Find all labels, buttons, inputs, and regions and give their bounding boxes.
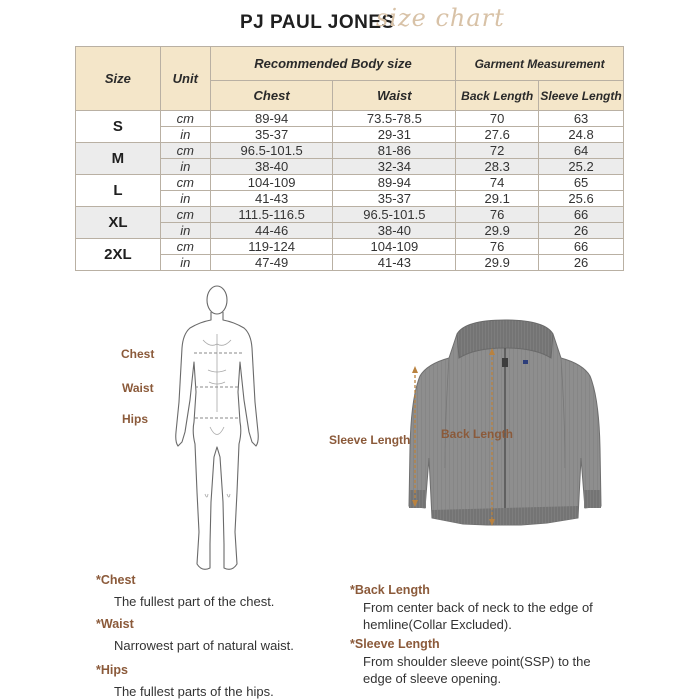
note-sleeve-length-desc-2: edge of sleeve opening.: [363, 671, 502, 686]
unit-cell: cm: [160, 175, 210, 191]
sleeve-cell: 64: [539, 143, 624, 159]
note-sleeve-length-title: *Sleeve Length: [350, 637, 440, 651]
header-waist: Waist: [333, 81, 456, 111]
waist-cell: 41-43: [333, 255, 456, 271]
note-back-length-desc-1: From center back of neck to the edge of: [363, 600, 593, 615]
back-cell: 76: [456, 239, 539, 255]
back-cell: 28.3: [456, 159, 539, 175]
back-cell: 29.9: [456, 223, 539, 239]
sleeve-cell: 25.6: [539, 191, 624, 207]
header-unit: Unit: [160, 47, 210, 111]
body-outline-figure: [170, 282, 265, 578]
cardigan-illustration: [405, 318, 605, 530]
size-label: S: [76, 111, 161, 143]
back-cell: 29.9: [456, 255, 539, 271]
chest-cell: 44-46: [210, 223, 333, 239]
header-garment-group: Garment Measurement: [456, 47, 624, 81]
unit-cell: in: [160, 159, 210, 175]
table-row: [76, 111, 624, 127]
note-waist-desc: Narrowest part of natural waist.: [114, 638, 294, 653]
header-sleeve-length: Sleeve Length: [539, 81, 624, 111]
unit-cell: in: [160, 127, 210, 143]
note-hips: [96, 662, 274, 700]
table-row: [76, 175, 624, 191]
unit-cell: cm: [160, 207, 210, 223]
sleeve-cell: 66: [539, 239, 624, 255]
sleeve-cell: 63: [539, 111, 624, 127]
note-hips-title: *Hips: [96, 663, 128, 677]
sleeve-cell: 26: [539, 255, 624, 271]
table-row: [76, 239, 624, 255]
sleeve-cell: 24.8: [539, 127, 624, 143]
unit-cell: in: [160, 255, 210, 271]
back-cell: 29.1: [456, 191, 539, 207]
header-back-length: Back Length: [456, 81, 539, 111]
sleeve-cell: 66: [539, 207, 624, 223]
note-hips-desc: The fullest parts of the hips.: [114, 684, 274, 699]
unit-cell: cm: [160, 143, 210, 159]
brand-tagline: size chart: [376, 4, 505, 32]
back-cell: 27.6: [456, 127, 539, 143]
back-cell: 76: [456, 207, 539, 223]
note-back-length: [350, 582, 593, 633]
header-chest: Chest: [210, 81, 333, 111]
size-label: 2XL: [76, 239, 161, 271]
back-cell: 74: [456, 175, 539, 191]
waist-cell: 73.5-78.5: [333, 111, 456, 127]
sleeve-cell: 26: [539, 223, 624, 239]
sleeve-length-label: Sleeve Length: [329, 433, 411, 447]
size-label: L: [76, 175, 161, 207]
note-chest-desc: The fullest part of the chest.: [114, 594, 275, 609]
note-chest-title: *Chest: [96, 573, 136, 587]
size-label: M: [76, 143, 161, 175]
note-back-length-title: *Back Length: [350, 583, 430, 597]
brand-header: [0, 4, 700, 44]
note-waist: [96, 616, 294, 654]
waist-cell: 32-34: [333, 159, 456, 175]
table-row: [76, 143, 624, 159]
waist-cell: 81-86: [333, 143, 456, 159]
note-back-length-desc-2: hemline(Collar Excluded).: [363, 617, 512, 632]
unit-cell: cm: [160, 239, 210, 255]
sleeve-cell: 25.2: [539, 159, 624, 175]
chest-cell: 89-94: [210, 111, 333, 127]
waist-cell: 104-109: [333, 239, 456, 255]
hips-label: Hips: [122, 412, 149, 426]
unit-cell: in: [160, 223, 210, 239]
back-cell: 70: [456, 111, 539, 127]
size-chart-table: [75, 46, 624, 271]
waist-label: Waist: [122, 381, 154, 395]
chest-cell: 35-37: [210, 127, 333, 143]
chest-cell: 41-43: [210, 191, 333, 207]
chest-cell: 111.5-116.5: [210, 207, 333, 223]
waist-cell: 38-40: [333, 223, 456, 239]
back-length-label: Back Length: [441, 427, 514, 441]
unit-cell: in: [160, 191, 210, 207]
note-sleeve-length-desc-1: From shoulder sleeve point(SSP) to the: [363, 654, 591, 669]
sleeve-cell: 65: [539, 175, 624, 191]
chest-cell: 104-109: [210, 175, 333, 191]
waist-cell: 96.5-101.5: [333, 207, 456, 223]
note-waist-title: *Waist: [96, 617, 134, 631]
chest-cell: 38-40: [210, 159, 333, 175]
header-body-group: Recommended Body size: [210, 47, 456, 81]
waist-cell: 29-31: [333, 127, 456, 143]
brand-name: PJ PAUL JONES: [240, 12, 395, 33]
header-size: Size: [76, 47, 161, 111]
chest-cell: 47-49: [210, 255, 333, 271]
chest-cell: 119-124: [210, 239, 333, 255]
waist-cell: 35-37: [333, 191, 456, 207]
back-cell: 72: [456, 143, 539, 159]
note-chest: [96, 572, 274, 610]
unit-cell: cm: [160, 111, 210, 127]
table-row: [76, 207, 624, 223]
waist-cell: 89-94: [333, 175, 456, 191]
size-label: XL: [76, 207, 161, 239]
chest-cell: 96.5-101.5: [210, 143, 333, 159]
note-sleeve-length: [350, 636, 591, 687]
chest-label: Chest: [121, 347, 155, 361]
